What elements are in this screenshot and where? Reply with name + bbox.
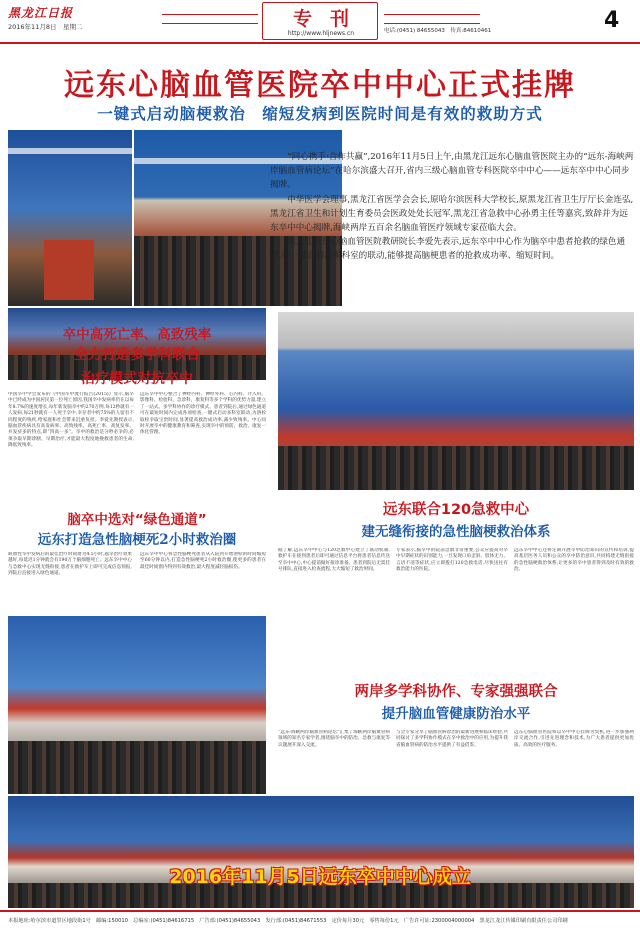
section2-subtitle: 远东打造急性脑梗死2小时救治圈 [37, 532, 237, 548]
photo-forum-stage [278, 312, 634, 490]
intro-text [270, 150, 634, 264]
section1-subtitle: 治疗模式对抗卒中 [81, 371, 193, 387]
section1-column: 远东卒中中心整合了神经内科、神经外科、心内科、介入科、影像科、检验科、急诊科、康复科等多个学科的优势力量,建立了一站式、多学科协作的诊疗模式。患者到院后,通过绿色通道可在最短时间内完成各项检查,一键式启动多科室联动,为溶栓取栓争取宝贵时间,显著提高救治成功率,减少致残率。中心同时开展卒中的健康教育和筛查,实现卒中的预防、救治、康复一体化管理。 [140, 392, 266, 436]
section1-title: 卒中高死亡率、高致残率 [62, 327, 212, 343]
contact-info: 电话:(0451) 84655043 传真:84610461 [384, 28, 492, 34]
section4-column: “远东-海峡两岸脑血管病论坛”汇集了海峡两岸脑血管病领域的知名专家学者,围绕脑卒中的防治、急救与康复等议题展开深入交流。 [278, 730, 390, 748]
headline: 远东心脑血管医院卒中中心正式挂牌 [64, 68, 576, 103]
section-url: http://www.hljnews.cn [287, 30, 355, 37]
section4-title: 两岸多学科协作、专家强强联合 [354, 684, 558, 700]
section-title: 专刊 [292, 8, 367, 30]
intro-paragraph: “同心携手·合作共赢”,2016年11月5日上午,由黑龙江远东心脑血管医院主办的“远东-海峡两岸脑血管病论坛”在哈尔滨盛大召开,省内三级心脑血管专科医院卒中中心——远东卒中中心同步揭牌。 [270, 152, 634, 191]
section3-title: 远东联合120急救中心 [382, 502, 530, 518]
subheadline: 一键式启动脑梗救治 缩短发病到医院时间是有效的救助方式 [97, 105, 543, 123]
bottom-caption: 2016年11月5日远东卒中中心成立 [169, 866, 471, 888]
section3-column: 据了解,远东卒中中心与120急救中心建立了联动机制,救护车在接到患者后即可通过信息平台将患者信息传送至卒中中心,中心提前做好接诊准备。患者到院后无需挂号排队,直接进入检查流程,大大缩短了救治时间。 [278, 548, 390, 573]
issue-date: 2016年11月8日 星期二 [8, 23, 83, 31]
section2-column: 远东卒中中心将急性脑梗死患者从入院到开始溶栓的时间缩短至60分钟以内,打造急性脑梗死2小时救治圈,使更多的患者在最佳时间窗内得到有效救治,最大程度减轻脑损伤。 [140, 552, 266, 570]
section2-title: 脑卒中选对“绿色通道” [67, 512, 207, 528]
section4-column: 远东心脑血管医院将以卒中中心挂牌为契机,进一步加强两岸交流合作,引进先进理念和技术,为广大患者提供更加优质、高效的医疗服务。 [514, 730, 634, 748]
masthead [0, 0, 640, 44]
section3-subtitle: 建无缝衔接的急性脑梗救治体系 [361, 524, 551, 540]
section-box [262, 2, 378, 40]
section4-column: 与会专家分享了脑血管病诊治的最新进展和临床经验,共同探讨了多学科协作模式在卒中救治中的应用,为提升我省脑血管病的防治水平提供了有益借鉴。 [396, 730, 508, 748]
photo-group-ribbon [8, 796, 634, 908]
section3-column: 远东卒中中心还将定期开展卒中防治知识的宣传和培训,提高基层医务人员和公众的卒中防治意识,共同构建无缝衔接的急性脑梗救治体系,让更多的卒中患者得到及时有效的救治。 [514, 548, 634, 573]
section4-subtitle: 提升脑血管健康防治水平 [381, 706, 531, 722]
decorative-rule-right [384, 14, 480, 24]
paper-name: 黑龙江日报 [8, 6, 74, 20]
section2-column: 缺血性卒中发病后的最佳治疗时间窗为4.5小时,越早治疗效果越好,每延迟1分钟就会有190万个脑细胞死亡。远东卒中中心与急救中心实现无缝衔接,患者在救护车上即可完成信息预报,到院后直接进入绿色通道。 [8, 552, 132, 577]
section1-subtitle: 全力打造多学科联合 [74, 347, 200, 363]
photo-ribbon-cutting [8, 616, 266, 794]
section3-column: 专家表示,脑卒中的院前急救非常重要,公众应提高对卒中早期症状的识别能力,一旦发现口角歪斜、肢体无力、言语不清等症状,应立即拨打120急救电话,尽快送往有救治能力的医院。 [396, 548, 508, 573]
intro-paragraph: 黑龙江远东心脑血管医院教研院长李爱先表示,远东卒中中心作为脑卒中患者抢救的绿色通道,可一键式启动多科室的联动,能够提高脑梗患者的抢救成功率、缩短时间。 [270, 237, 626, 262]
footer [0, 910, 640, 934]
footer-text: 本报地址:哈尔滨市道里区地段街1号 邮编:150010 总编室:(0451)84616715 广告部:(0451)84655043 发行部:(0451)84671553 定价每月30元 零售每份1元 广告许可证:2300004000004 黑龙江龙江传媒印刷有限责任公司印刷 [8, 918, 568, 924]
photo-speaker [8, 130, 132, 306]
decorative-rule-left [162, 14, 258, 24]
page-number: 4 [604, 8, 620, 33]
intro-paragraph: 中华医学会理事,黑龙江省医学会会长,原哈尔滨医科大学校长,原黑龙江省卫生厅厅长金连弘,黑龙江省卫生和计划生育委员会医政处处长冠军,黑龙江省急救中心孙勇主任等嘉宾,致辞并为远东卒中中心揭牌,海峡两岸五百余名脑血管医疗领域专家莅临大会。 [270, 194, 634, 234]
section1-column: 中国卒中学会发布的《中国卒中流行报告(2015)》显示,脑卒中已经成为中国居民第一位死亡原因,我国卒中发病率仍在以每年8.7%的速度增长,每年新发脑卒中约270万例,每12秒就有一人发病,每21秒就有一人死于卒中,幸存者中约75%的人留有不同程度的残疾,给家庭和社会带来沉重负担。李爱先教授表示,脑血管疾病具有高发病率、高致残率、高死亡率、高复发率、并发症多的特点,即“四高一多”。卒中的救治是分秒必争的,必须争取早期诊断、早期治疗,才能最大程度地挽救患者的生命,降低致残率。 [8, 392, 134, 449]
